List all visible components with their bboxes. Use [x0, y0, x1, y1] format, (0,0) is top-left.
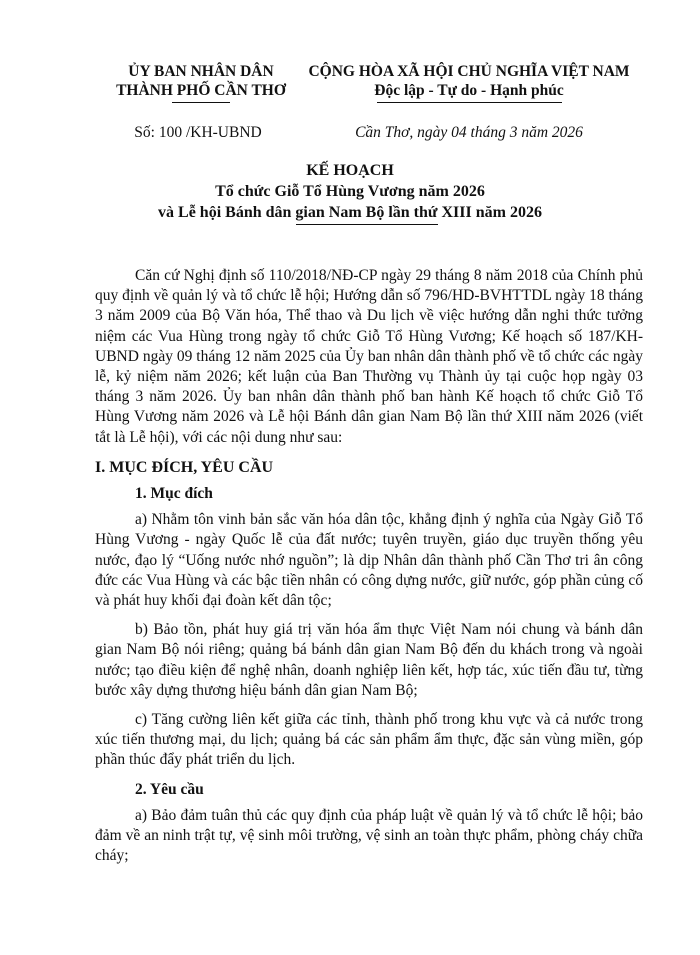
document-type: KẾ HOẠCH [306, 162, 394, 179]
document-title [60, 160, 640, 223]
document-number: Số: 100 /KH-UBND [134, 124, 262, 141]
purpose-item-a: a) Nhằm tôn vinh bản sắc văn hóa dân tộc, khẳng định ý nghĩa của Ngày Giỗ Tổ Hùng Vương - ngày Quốc lễ của đất nước; tuyên truyền, giáo dục truyền thống yêu nước, đạo lý “Uống nước nhớ nguồn”; là dịp Nhân dân thành phố Cần Thơ tri ân công đức các Vua Hùng và các bậc tiền nhân có công dựng nước, giữ nước, góp phần củng cố và phát huy khối đại đoàn kết dân tộc; [95, 511, 643, 610]
purpose-item-c: c) Tăng cường liên kết giữa các tỉnh, thành phố trong khu vực và cả nước trong xúc tiến thương mại, du lịch; quảng bá các sản phẩm ẩm thực, đặc sản vùng miền, góp phần thúc đẩy phát triển du lịch. [95, 711, 643, 769]
document-body [95, 266, 643, 875]
title-underline [296, 224, 438, 225]
document-date: Cần Thơ, ngày 04 tháng 3 năm 2026 [355, 124, 583, 141]
title-line-2: và Lễ hội Bánh dân gian Nam Bộ lần thứ XIII năm 2026 [158, 204, 542, 221]
title-line-1: Tổ chức Giỗ Tổ Hùng Vương năm 2026 [215, 183, 485, 200]
subsection-heading-requirements: 2. Yêu cầu [135, 780, 204, 798]
issuer-line-1: ỦY BAN NHÂN DÂN [128, 63, 274, 80]
motto-underline [377, 102, 562, 103]
section-heading-purpose-requirements: I. MỤC ĐÍCH, YÊU CẦU [95, 458, 274, 476]
intro-paragraph: Căn cứ Nghị định số 110/2018/NĐ-CP ngày 29 tháng 8 năm 2018 của Chính phủ quy định về quản lý và tổ chức lễ hội; Hướng dẫn số 796/HD-BVHTTDL ngày 18 tháng 3 năm 2009 của Bộ Văn hóa, Thể thao và Du lịch về việc hướng dẫn nghi thức tưởng niệm các Vua Hùng trong ngày tổ chức Giỗ Tổ Hùng Vương; Kế hoạch số 187/KH-UBND ngày 09 tháng 12 năm 2025 của Ủy ban nhân dân thành phố về tổ chức các ngày lễ, kỷ niệm năm 2026; kết luận của Ban Thường vụ Thành ủy tại cuộc họp ngày 03 tháng 3 năm 2026. Ủy ban nhân dân thành phố ban hành Kế hoạch tổ chức Giỗ Tổ Hùng Vương năm 2026 và Lễ hội Bánh dân gian Nam Bộ lần thứ XIII năm 2026 (viết tắt là Lễ hội), với các nội dung như sau: [95, 267, 643, 446]
purpose-item-b: b) Bảo tồn, phát huy giá trị văn hóa ẩm thực Việt Nam nói chung và bánh dân gian Nam Bộ nói riêng; quảng bá bánh dân gian Nam Bộ đến du khách trong và ngoài nước; tạo điều kiện để nghệ nhân, doanh nghiệp liên kết, hợp tác, xúc tiến đầu tư, từng bước xây dựng thương hiệu bánh dân gian Nam Bộ; [95, 621, 643, 699]
requirement-item-a: a) Bảo đảm tuân thủ các quy định của pháp luật về quản lý và tổ chức lễ hội; bảo đảm về an ninh trật tự, vệ sinh môi trường, vệ sinh an toàn thực phẩm, phòng cháy chữa cháy; [95, 806, 643, 865]
issuer-underline [172, 102, 230, 103]
issuer-block [96, 62, 306, 100]
national-title: CỘNG HÒA XÃ HỘI CHỦ NGHĨA VIỆT NAM [308, 63, 630, 80]
subsection-heading-purpose: 1. Mục đích [135, 485, 213, 503]
national-motto: Độc lập - Tự do - Hạnh phúc [374, 82, 564, 99]
issuer-line-2: THÀNH PHỐ CẦN THƠ [116, 82, 286, 99]
national-block [298, 62, 640, 100]
